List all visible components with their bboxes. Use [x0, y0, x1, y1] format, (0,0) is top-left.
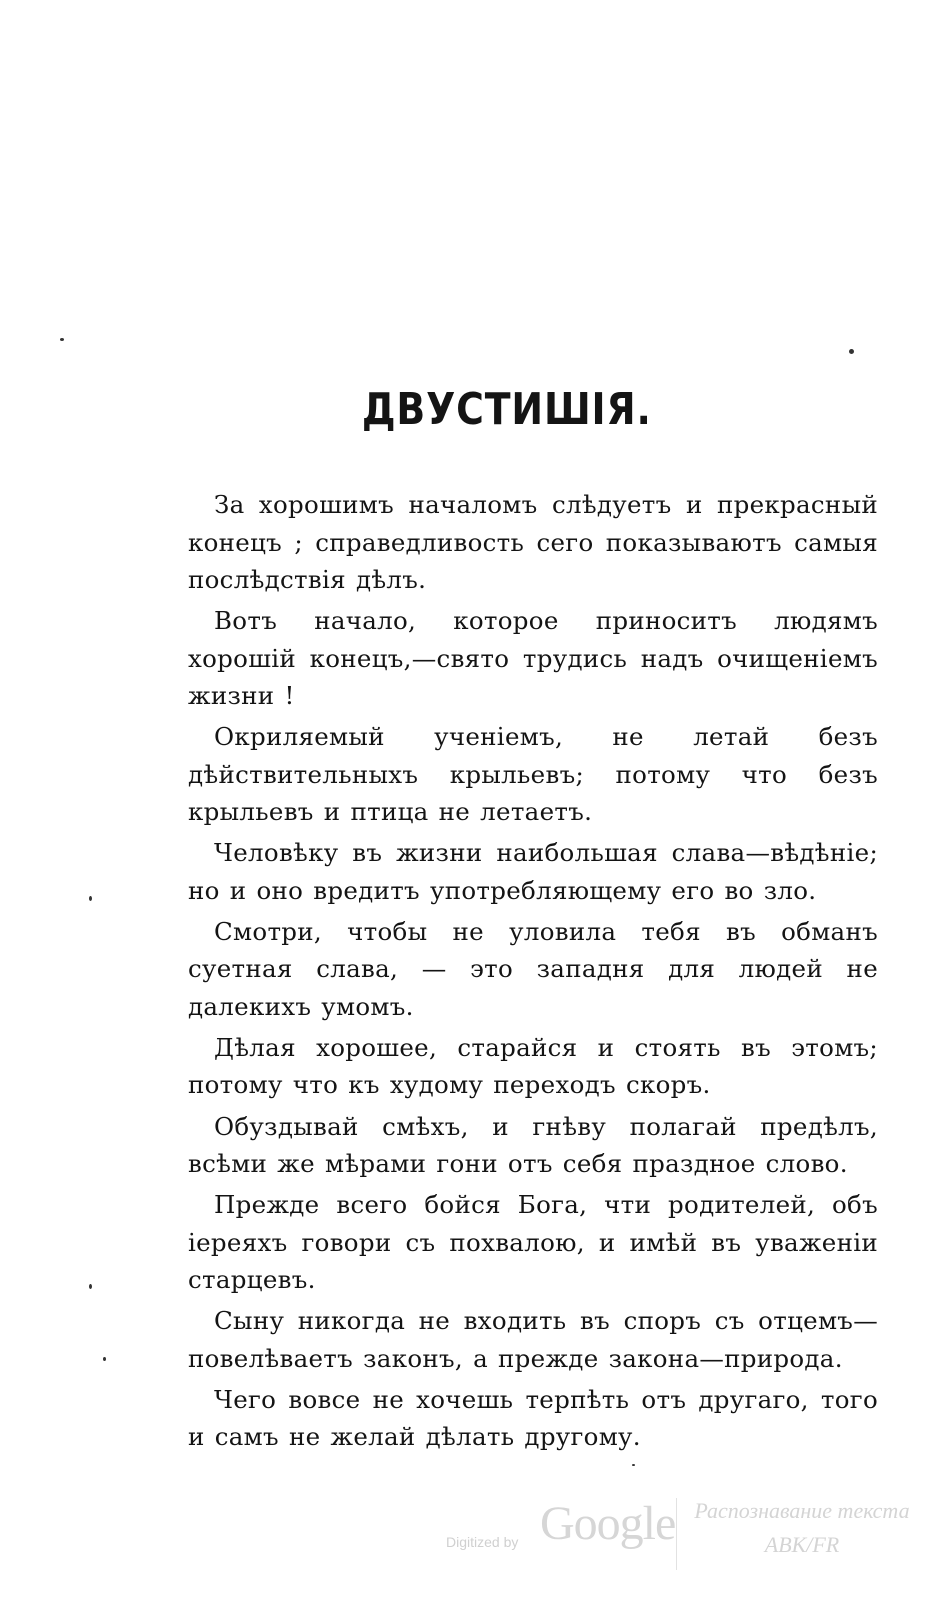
couplet-paragraph: Дѣлая хорошее, старайся и стоять въ этомъ; потому что къ худому переходъ скоръ.: [188, 1032, 878, 1100]
couplet-paragraph: Человѣку въ жизни наибольшая слава—вѣдѣніе; но и оно вредитъ употребляющему его во зло.: [188, 838, 878, 905]
ink-speck: [60, 338, 64, 341]
couplet-paragraph: Смотри, чтобы не уловила тебя въ обманъ суетная слава, — это западня для людей не далекихъ умомъ.: [188, 916, 878, 1021]
couplet-paragraph: Сыну никогда не входить въ споръ съ отцемъ—повелѣваетъ законъ, а прежде закона—природа.: [188, 1306, 878, 1373]
ink-speck: [89, 896, 92, 901]
ink-speck: [89, 1284, 92, 1289]
ink-speck: [632, 1464, 635, 1466]
digitized-by-label: Digitized by: [446, 1534, 519, 1550]
couplet-paragraph: Прежде всего бойся Бога, чти родителей, объ іереяхъ говори съ похвалою, и имѣй въ уваженіи старцевъ.: [188, 1190, 878, 1295]
page-title: ДВУСТИШІЯ.: [361, 384, 652, 435]
couplets-text: [188, 486, 878, 1459]
recognition-initials: АВК/FR: [764, 1532, 840, 1557]
google-logo: Google: [540, 1497, 676, 1550]
watermark-divider: [676, 1498, 677, 1570]
couplet-paragraph: Чего вовсе не хочешь терпѣть отъ другаго, того и самъ не желай дѣлать другому.: [188, 1384, 878, 1452]
ink-speck: [103, 1357, 106, 1361]
couplet-paragraph: За хорошимъ началомъ слѣдуетъ и прекрасный конецъ ; справедливость сего показываютъ самыя послѣдствія дѣлъ.: [188, 490, 878, 594]
digitization-watermark: [440, 1490, 920, 1580]
couplet-paragraph: Обуздывай смѣхъ, и гнѣву полагай предѣлъ, всѣми же мѣрами гони отъ себя праздное слово.: [188, 1111, 878, 1179]
ink-speck: [849, 349, 854, 354]
couplet-paragraph: Окриляемый ученіемъ, не летай безъ дѣйствительныхъ крыльевъ; потому что безъ крыльевъ и птица не летаетъ.: [188, 722, 878, 827]
recognition-line: Распознавание текста: [694, 1498, 910, 1523]
couplet-paragraph: Вотъ начало, которое приноситъ людямъ хорошій конецъ,—свято трудись надъ очищеніемъ жизни !: [188, 606, 878, 711]
recognition-credit: [682, 1494, 922, 1562]
